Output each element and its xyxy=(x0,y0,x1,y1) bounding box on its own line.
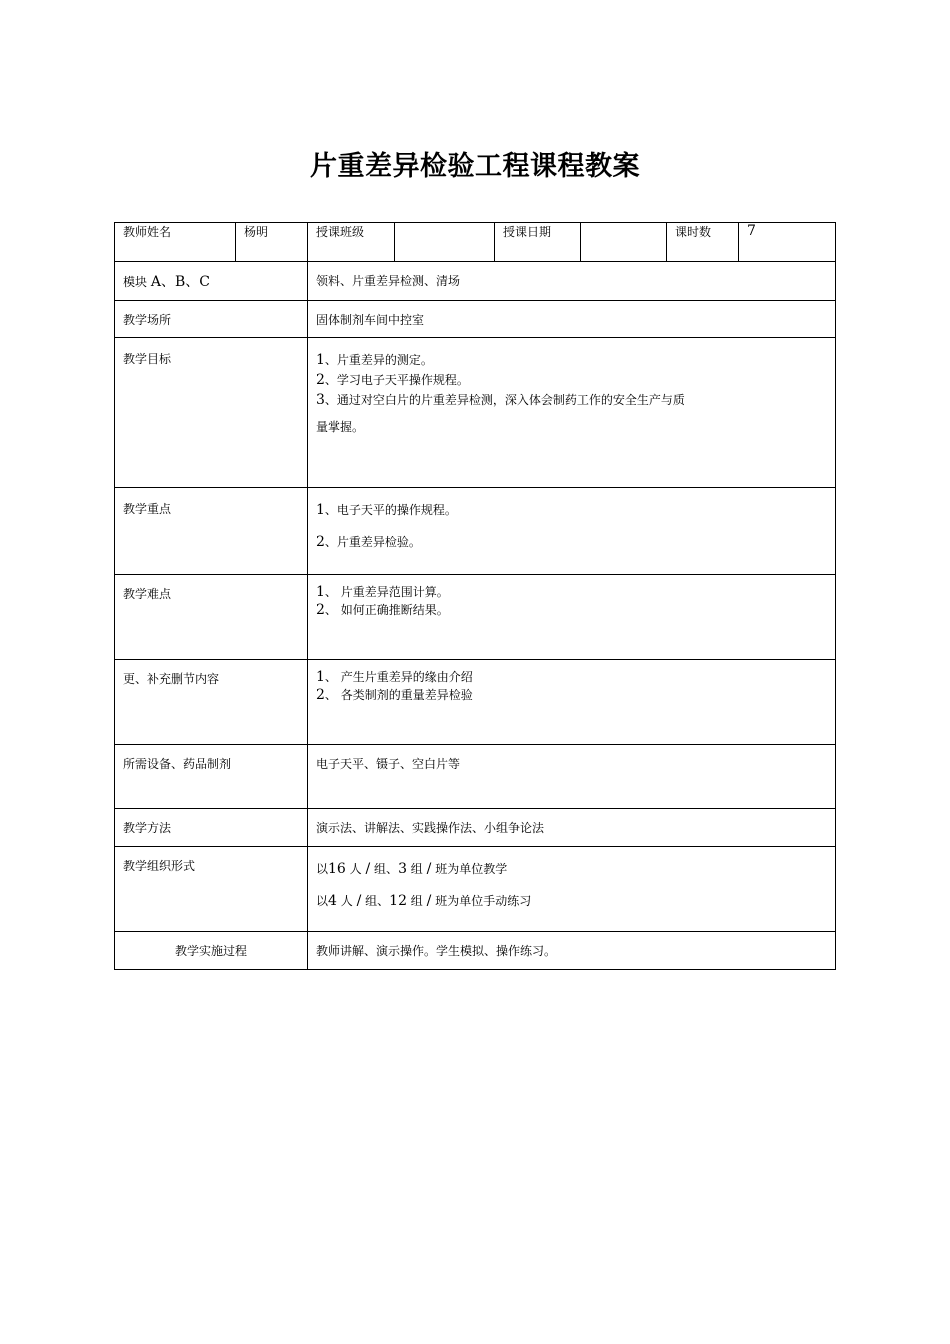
module-label: 模块 xyxy=(123,275,148,289)
supplement-row xyxy=(115,660,836,745)
supplement-item: 1、 产生片重差异的缘由介绍 xyxy=(316,669,473,685)
page-title: 片重差异检验工程课程教案 xyxy=(310,151,640,182)
process-value: 教师讲解、演示操作。学生模拟、操作练习。 xyxy=(308,932,836,970)
teacher-label: 教师姓名 xyxy=(115,223,236,262)
key-points-content xyxy=(308,488,836,575)
organization-row xyxy=(115,847,836,932)
module-label-cell xyxy=(115,262,308,301)
header-row xyxy=(115,223,836,262)
objectives-content xyxy=(308,338,836,488)
objectives-label: 教学目标 xyxy=(115,338,308,488)
difficulties-content xyxy=(308,575,836,660)
teacher-value: 杨明 xyxy=(236,223,308,262)
lesson-plan-table xyxy=(114,222,836,970)
supplement-item: 2、 各类制剂的重量差异检验 xyxy=(316,687,473,703)
key-point-item: 2、片重差异检验。 xyxy=(316,534,421,550)
supplement-label: 更、补充删节内容 xyxy=(115,660,308,745)
difficulties-row xyxy=(115,575,836,660)
venue-value: 固体制剂车间中控室 xyxy=(308,301,836,338)
difficulties-label: 教学难点 xyxy=(115,575,308,660)
methods-value: 演示法、讲解法、实践操作法、小组争论法 xyxy=(308,809,836,847)
methods-label: 教学方法 xyxy=(115,809,308,847)
equipment-value: 电子天平、镊子、空白片等 xyxy=(308,745,836,809)
organization-label: 教学组织形式 xyxy=(115,847,308,932)
venue-row xyxy=(115,301,836,338)
module-row xyxy=(115,262,836,301)
venue-label: 教学场所 xyxy=(115,301,308,338)
process-label: 教学实施过程 xyxy=(115,932,308,970)
objective-continuation: 量掌握。 xyxy=(316,420,365,434)
hours-label: 课时数 xyxy=(667,223,739,262)
date-value xyxy=(581,223,667,262)
objective-item: 1、片重差异的测定。 xyxy=(316,352,433,368)
process-row xyxy=(115,932,836,970)
equipment-row xyxy=(115,745,836,809)
hours-value: 7 xyxy=(739,223,836,262)
difficulty-item: 2、 如何正确推断结果。 xyxy=(316,602,449,618)
organization-content xyxy=(308,847,836,932)
key-points-row xyxy=(115,488,836,575)
class-label: 授课班级 xyxy=(308,223,395,262)
organization-line: 以4 人 / 组、12 组 / 班为单位手动练习 xyxy=(316,893,532,909)
key-point-item: 1、电子天平的操作规程。 xyxy=(316,502,457,518)
equipment-label: 所需设备、药品制剂 xyxy=(115,745,308,809)
module-value: 领料、片重差异检测、清场 xyxy=(308,262,836,301)
supplement-content xyxy=(308,660,836,745)
key-points-label: 教学重点 xyxy=(115,488,308,575)
class-value xyxy=(395,223,495,262)
objective-item: 3、通过对空白片的片重差异检测，深入体会制药工作的安全生产与质 xyxy=(316,392,685,408)
module-letters: A、B、C xyxy=(150,274,210,290)
date-label: 授课日期 xyxy=(495,223,581,262)
organization-line: 以16 人 / 组、3 组 / 班为单位教学 xyxy=(316,861,508,877)
difficulty-item: 1、 片重差异范围计算。 xyxy=(316,584,449,600)
objectives-row xyxy=(115,338,836,488)
objective-item: 2、学习电子天平操作规程。 xyxy=(316,372,469,388)
methods-row xyxy=(115,809,836,847)
